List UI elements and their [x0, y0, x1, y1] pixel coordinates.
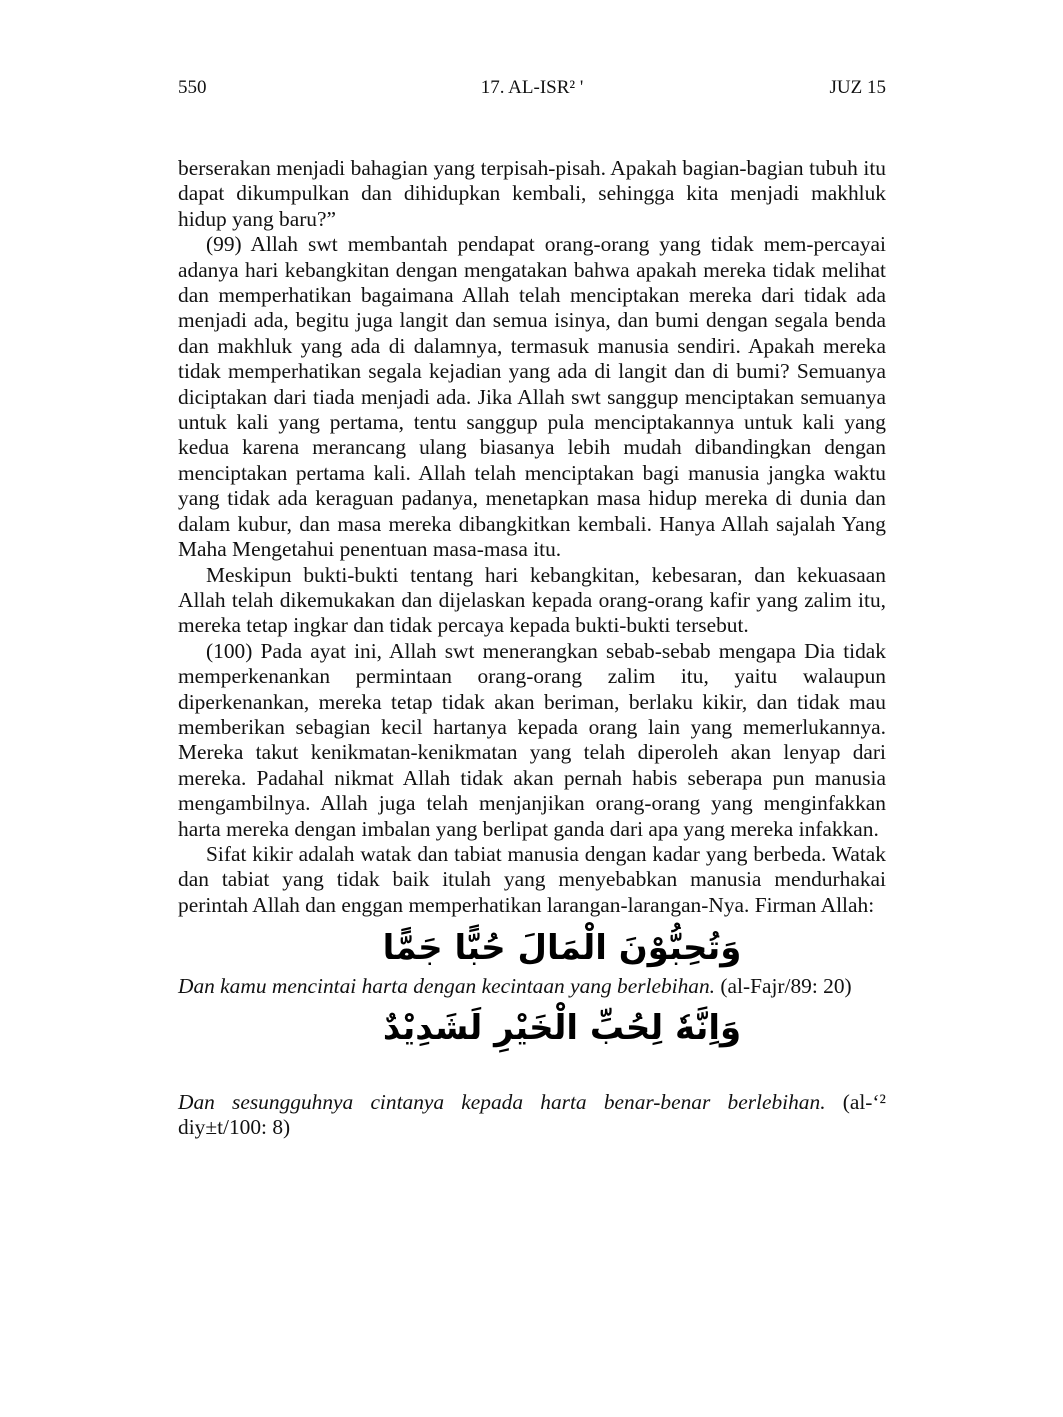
verse-reference: (al-Fajr/89: 20)	[720, 974, 852, 999]
arabic-verse: وَتُحِبُّوْنَ الْمَالَ حُبًّا جَمًّا	[382, 928, 742, 969]
paragraph: (99) Allah swt membantah pendapat orang-orang yang tidak mem-percayai adanya hari kebangkitan dengan mengatakan bahwa apakah mereka tidak melihat dan memperhatikan bagaimana Allah telah menciptakan mereka dari tidak ada menjadi ada, begitu juga langit dan semua isinya, dan bumi dengan segala benda dan makhluk yang ada di dalamnya, termasuk manusia sendiri. Apakah mereka tidak memperhatikan segala kejadian yang ada di langit dan di bumi? Semuanya diciptakan dari tiada menjadi ada. Jika Allah swt sanggup menciptakan semuanya untuk kali yang pertama, tentu sanggup pula menciptakannya untuk kali yang kedua karena merancang ulang biasanya lebih mudah dibandingkan dengan menciptakan pertama kali. Allah telah menciptakan bagi manusia jangka waktu yang tidak ada keraguan padanya, menetapkan masa hidup mereka di dunia dan dalam kubur, dan masa mereka dibangkitkan kembali. Hanya Allah sajalah Yang Maha Mengetahui penentuan masa-masa itu.	[178, 232, 886, 562]
verse-translation	[178, 974, 886, 999]
translation-text: Dan sesungguhnya cintanya kepada harta benar-benar berlebihan.	[178, 1089, 826, 1114]
arabic-verse: وَاِنَّهٗ لِحُبِّ الْخَيْرِ لَشَدِيْدٌ	[382, 1007, 742, 1048]
verse-reference: (al-‘² diy±t/100: 8)	[178, 1089, 886, 1139]
page-header	[178, 74, 886, 102]
page-body	[178, 156, 886, 1140]
paragraph: berserakan menjadi bahagian yang terpisah-pisah. Apakah bagian-bagian tubuh itu dapat dikumpulkan dan dihidupkan kembali, sehingga kita menjadi makhluk hidup yang baru?”	[178, 156, 886, 231]
paragraph: Meskipun bukti-bukti tentang hari kebangkitan, kebesaran, dan kekuasaan Allah telah dikemukakan dan dijelaskan kepada orang-orang kafir yang zalim itu, mereka tetap ingkar dan tidak percaya kepada bukti-bukti tersebut.	[178, 562, 886, 638]
juz-label: JUZ 15	[829, 77, 886, 98]
verse-translation	[178, 1090, 886, 1141]
translation-text: Dan kamu mencintai harta dengan kecintaan yang berlebihan.	[178, 974, 716, 999]
paragraph: (100) Pada ayat ini, Allah swt menerangkan sebab-sebab mengapa Dia tidak memperkenankan permintaan orang-orang zalim itu, yaitu walaupun diperkenankan, mereka tetap tidak akan beriman, berlaku kikir, dan tidak mau memberikan sebagian kecil hartanya kepada orang lain yang memerlukannya. Mereka takut kenikmatan-kenikmatan yang telah diperoleh akan lenyap dari mereka. Padahal nikmat Allah tidak akan pernah habis seberapa pun manusia mengambilnya. Allah juga telah menjanjikan orang-orang yang menginfakkan harta mereka dengan imbalan yang berlipat ganda dari apa yang mereka infakkan.	[178, 638, 886, 841]
paragraph: Sifat kikir adalah watak dan tabiat manusia dengan kadar yang berbeda. Watak dan tabiat yang tidak baik itulah yang menyebabkan manusia mendurhakai perintah Allah dan enggan memperhatikan larangan-larangan-Nya. Firman Allah:	[178, 841, 886, 917]
surah-title: 17. AL-ISR² '	[480, 77, 584, 98]
page-number: 550	[178, 77, 207, 98]
